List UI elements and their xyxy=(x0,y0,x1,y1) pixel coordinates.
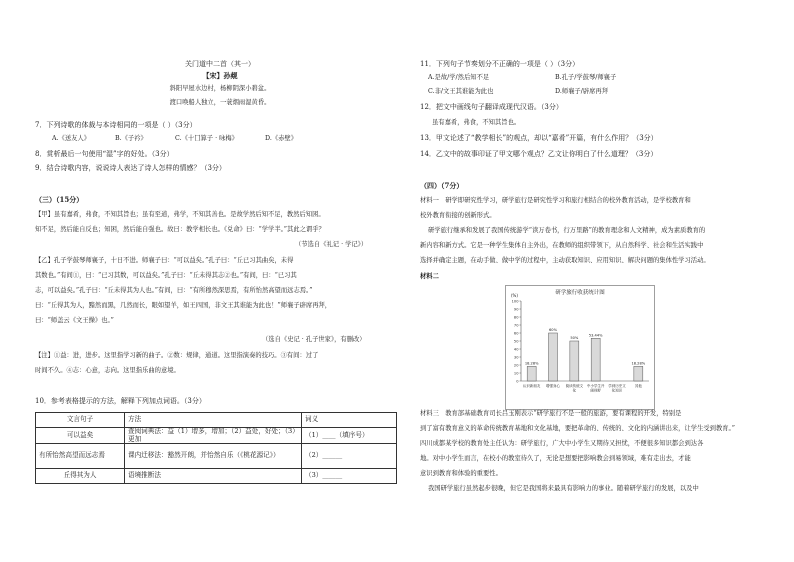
table-header-sentence: 文言句子 xyxy=(36,413,125,428)
material-1-line-4: 新内容和新方式。它是一种学生集体自主外出，在教师的组织带领下，从自然科学、社会和生活实践中 xyxy=(420,242,704,249)
q7-option-a: A.《送友人》 xyxy=(52,135,91,142)
passage-yi-line-4: 曰：“丘得其为人，黯然而黑，几然而长，眼如望羊，如王四国，非文王其谁能为此也！”师襄子辟席再拜， xyxy=(35,302,332,309)
question-13: 13．甲文论述了“教学相长”的观点，却以“嘉肴”开篇，有什么作用？（3分） xyxy=(420,134,658,142)
question-8: 8．赏析最后一句使用“湿”字的好处。（3分） xyxy=(35,150,174,158)
table-cell-sentence: 可以益矣 xyxy=(36,428,125,444)
question-7: 7．下列诗歌的体裁与本诗相同的一项是（ ）（3分） xyxy=(35,121,197,129)
poem-line-2: 渡口唤船人独立，一蓑烟雨湿黄昏。 xyxy=(169,99,271,106)
table-cell-method: 课内迁移法：豁然开朗，并怡然自乐（《桃花源记》） xyxy=(125,444,302,469)
table-cell-method: 语境推断法 xyxy=(125,469,302,484)
material-3-line-4: 地。对中小学生而言，在校小的教室待久了，无论是想要把影响教会到易领域，难有走出去，才能 xyxy=(420,455,691,462)
table-header-row xyxy=(36,413,397,428)
q11-option-b: B.孔子/学鼓琴/师襄子 xyxy=(555,74,617,81)
section-3-heading: （三）（15分） xyxy=(35,195,84,204)
q11-option-c: C.非/文王其谁能为此也 xyxy=(428,88,494,95)
chart-y-tick-label: 40 xyxy=(513,347,519,352)
chart-category-label: 学到历史文化知识 xyxy=(608,384,626,393)
chart-value-label: 50% xyxy=(570,336,579,341)
passage-jia-line-1: 【甲】虽有嘉肴，弗食，不知其旨也；虽有至道，弗学，不知其善也。是故学然后知不足，教然后知困。 xyxy=(35,211,325,218)
material-1-line-3: 研学旅行继承和发展了我国传统游学“读万卷书，行万里路”的教育理念和人文精神，成为素质教育的 xyxy=(428,227,706,234)
q11-option-d: D.师襄子/辟席再拜 xyxy=(555,88,609,95)
material-1-line-2: 校外教育衔接的创新形式。 xyxy=(420,212,496,219)
chart-bar xyxy=(591,338,600,381)
table-row xyxy=(36,444,397,469)
chart-y-tick-label: 30 xyxy=(513,355,519,360)
q7-option-c: C.《十囗算子 · 咏梅》 xyxy=(175,135,238,142)
passage-yi-line-3: 志，可以益矣。”孔子曰：“丘未得其为人也。”有间，曰：“有所穆然深思焉，有所怡然高望而远志焉。” xyxy=(35,287,313,294)
study-tour-bar-chart xyxy=(505,285,655,410)
chart-y-tick-label: 90 xyxy=(513,307,519,312)
poem-line-1: 斜阳早屋水边村，杨柳阴深小碧盆。 xyxy=(169,85,271,92)
chart-category-label: 阅读传统文化 xyxy=(565,384,584,393)
vocab-table xyxy=(35,412,397,484)
chart-y-tick-label: 50 xyxy=(513,339,519,344)
chart-frame xyxy=(506,286,655,410)
chart-y-tick-label: 0 xyxy=(516,379,519,384)
chart-y-tick-label: 80 xyxy=(513,315,519,320)
table-cell-meaning[interactable]: （2）______ xyxy=(302,444,397,469)
material-3-line-2: 到了富有教育意义的革命传统教育基地和文化基地，要把革命的、传统的、文化的内涵讲出来，让学生受到教育。” xyxy=(420,425,735,432)
question-10: 10．参考表格提示的方法，解释下列加点词语。（3分） xyxy=(35,397,206,405)
question-11: 11．下列句子节奏划分不正确的一项是（ ）（3分） xyxy=(420,60,580,68)
chart-bar xyxy=(570,341,579,381)
question-14: 14．乙文中的故事印证了甲文哪个观点？乙文让你明白了什么道理？（3分） xyxy=(420,150,658,158)
table-row xyxy=(36,469,397,484)
chart-category-label: 增强身心 xyxy=(546,384,560,388)
passage-yi-source: （选自《史记 · 孔子世家》，有删改） xyxy=(262,336,366,343)
q12-sentence: 虽有嘉肴，弗食，不知其旨也。 xyxy=(432,119,521,126)
q7-option-d: D.《赤壁》 xyxy=(265,135,298,142)
annotation-line-2: 时间不久。④志：心意，志向。这里指乐曲的意境。 xyxy=(35,367,180,374)
chart-value-label: 60% xyxy=(549,328,557,333)
material-1-line-5: 选择并确定主题，在动手做、做中学的过程中，主动获取知识、应用知识、解决问题的集体性学习活动。 xyxy=(420,257,710,264)
chart-category-label: 认识新朋友 xyxy=(522,384,541,388)
table-cell-meaning[interactable]: （3）______ xyxy=(302,469,397,484)
table-cell-meaning[interactable]: （1）____（填序号） xyxy=(302,428,397,444)
question-9: 9．结合诗歌内容，说说诗人表达了诗人怎样的情感？（3分） xyxy=(35,164,226,172)
passage-yi-line-1: 【乙】孔子学鼓琴师襄子，十日不进。师襄子曰：“可以益矣。”孔子曰：“丘已习其曲矣，未得 xyxy=(35,257,294,264)
poem-author: 【宋】孙觌 xyxy=(202,71,238,80)
table-cell-sentence: 有所怡然高望而远志焉 xyxy=(36,444,125,469)
chart-title: 研学旅行收获统计图 xyxy=(555,290,605,296)
chart-bar xyxy=(549,333,558,381)
material-3-line-5: 意识到教育和体验的重要性。 xyxy=(420,470,502,477)
table-cell-sentence: 丘得其为人 xyxy=(36,469,125,484)
table-header-meaning: 词义 xyxy=(302,413,397,428)
chart-bar xyxy=(527,366,536,381)
poem-title: 关门道中二首（其一） xyxy=(185,60,255,68)
section-4-heading: （四）（7分） xyxy=(420,181,464,190)
chart-bar xyxy=(634,366,643,381)
chart-y-tick-label: 100 xyxy=(511,299,519,304)
table-row xyxy=(36,428,397,444)
passage-yi-line-2: 其数也。”有间①，曰：“已习其数，可以益矣。”孔子曰：“丘未得其志②也。”有间，曰：“已习其 xyxy=(35,272,297,279)
material-2-label: 材料二 xyxy=(420,273,439,280)
chart-category-label: 中小学生开阔视野 xyxy=(586,384,605,393)
table-header-method: 方法 xyxy=(125,413,302,428)
chart-value-label: 53.44% xyxy=(588,333,603,338)
chart-y-tick-label: 70 xyxy=(513,323,519,328)
material-3-line-1: 材料三 教育部基础教育司长吕玉刚表示“研学旅行不是一般的旅游，要有课程的开发，特别是 xyxy=(420,410,682,417)
material-3-line-3: 四川成都某学校的教育处主任认为：研学旅行，广大中小学生又期待又担忧，不便很多知识都会到达各 xyxy=(420,440,704,447)
annotation-line-1: 【注】①益：进，进步。这里指学习新的曲子。②数：规律，通道。这里指演奏的技巧。③有间：过了 xyxy=(35,352,319,359)
passage-jia-source: （节选自《礼记 · 学记》） xyxy=(295,241,368,248)
passage-jia-line-2: 知不足，然后能自反也；知困，然后能自强也。故曰：教学相长也。《兑命》曰：“学学半。”其此之谓乎？ xyxy=(35,226,325,233)
chart-y-tick-label: 10 xyxy=(513,371,519,376)
table-cell-method: 查阅词典法：益（1）增多，增加；（2）益处，好处；（3）更加 xyxy=(125,428,302,444)
q11-option-a: A.是故/学/然后知不足 xyxy=(428,74,490,81)
passage-yi-line-5: 曰：“师盖云《文王操》也。” xyxy=(35,317,114,324)
question-12: 12．把文中画线句子翻译成现代汉语。（3分） xyxy=(420,103,563,111)
chart-y-tick-label: 60 xyxy=(513,331,519,336)
material-1-line-1: 材料一 研学即研究性学习，研学旅行是研究性学习和旅行相结合的校外教育活动，是学校教育和 xyxy=(420,197,691,204)
chart-value-label: 18.28% xyxy=(631,361,646,366)
chart-y-tick-label: 20 xyxy=(513,363,519,368)
q7-option-b: B.《子衿》 xyxy=(115,135,147,142)
chart-value-label: 18.28% xyxy=(524,361,539,366)
chart-category-label: 其他 xyxy=(634,384,642,388)
material-3-line-6: 我国研学旅行虽然起步很晚，但它是我国将来最具有影响力的事业。随着研学旅行的发展，以及中 xyxy=(428,485,699,492)
chart-y-unit: (%) xyxy=(511,293,518,298)
